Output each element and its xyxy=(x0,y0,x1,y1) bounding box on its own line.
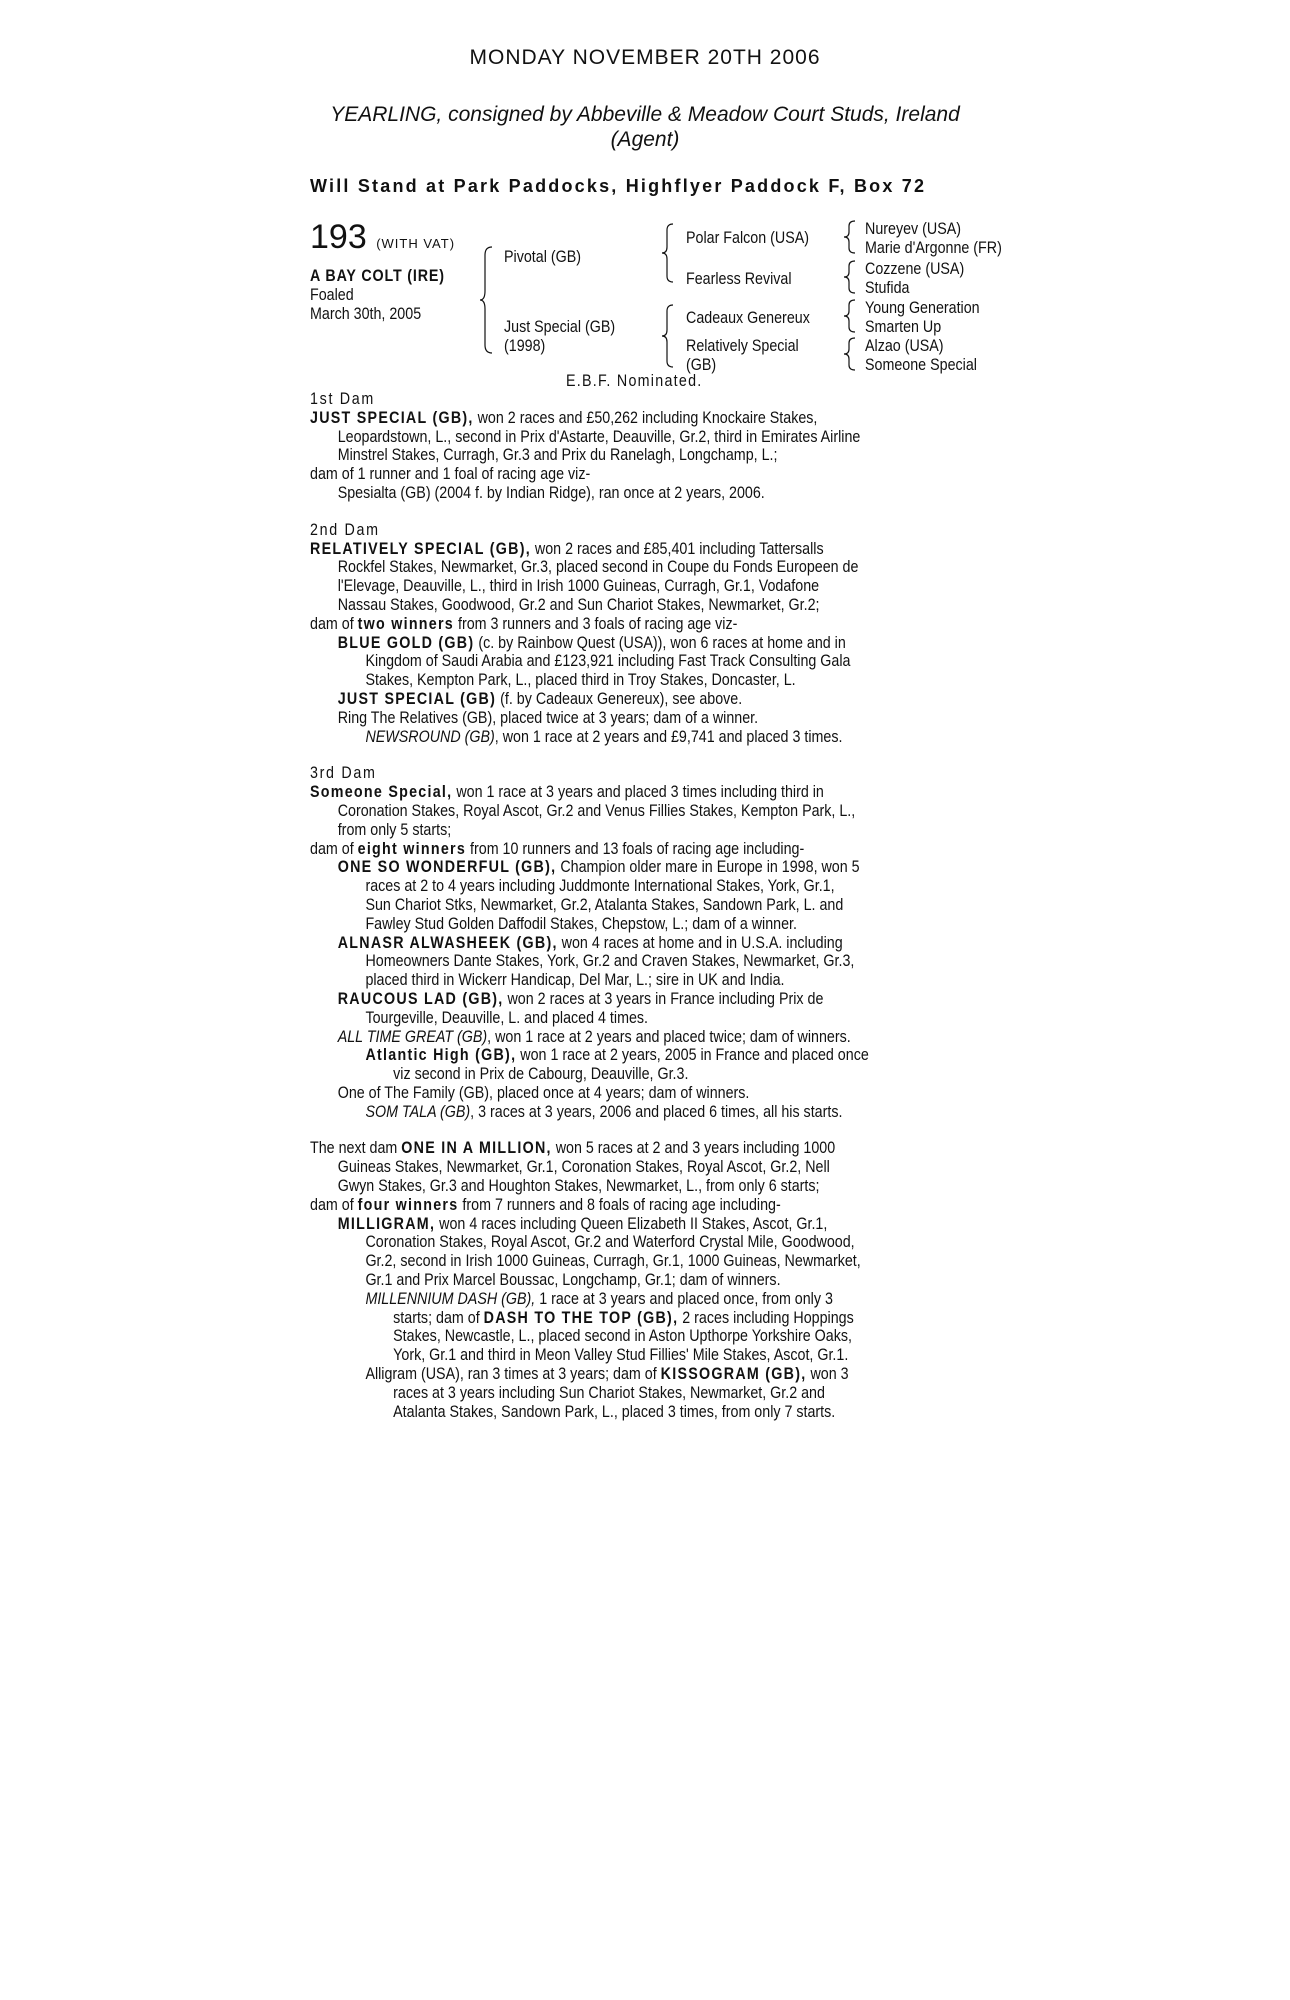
produce-text: won 2 races at 3 years in France including Prix de xyxy=(503,988,824,1008)
pedigree-gen3-d xyxy=(865,336,977,374)
pedigree-brace-main xyxy=(478,245,498,355)
pedigree-brace-sire xyxy=(660,222,678,284)
produce-name: JUST SPECIAL (GB) xyxy=(337,688,497,708)
dam4-line: York, Gr.1 and third in Meon Valley Stud Fillies' Mile Stakes, Ascot, Gr.1. xyxy=(393,1345,849,1365)
pedigree-dss: Young Generation xyxy=(865,298,980,317)
dam3-line: placed third in Wickerr Handicap, Del Mar, L.; sire in UK and India. xyxy=(365,970,785,990)
produce-text: 1 race at 3 years and placed once, from only 3 xyxy=(535,1288,833,1308)
pedigree-dam xyxy=(504,317,615,355)
pedigree-dds: Alzao (USA) xyxy=(865,336,944,355)
consignor-line-2: (Agent) xyxy=(610,128,680,151)
dam4-text: The next dam xyxy=(310,1138,402,1158)
pedigree-ddd: Someone Special xyxy=(865,355,977,374)
dam1-heading: 1st Dam xyxy=(310,389,375,408)
ebf-nominated: E.B.F. Nominated. xyxy=(566,371,703,390)
dam2-line: Kingdom of Saudi Arabia and £123,921 including Fast Track Consulting Gala xyxy=(365,651,851,671)
dam2-winners: two winners xyxy=(357,613,455,633)
dam4-text: won 5 races at 2 and 3 years including 1000 xyxy=(551,1138,836,1158)
dam4-line: Guineas Stakes, Newmarket, Gr.1, Coronation Stakes, Royal Ascot, Gr.2, Nell xyxy=(337,1157,830,1177)
produce-name: MILLENNIUM DASH (GB), xyxy=(365,1288,536,1308)
produce-text: (f. by Cadeaux Genereux), see above. xyxy=(496,688,743,708)
dam2-text: from 3 runners and 3 foals of racing age viz- xyxy=(454,613,738,633)
dam4-line: Atalanta Stakes, Sandown Park, L., placed 3 times, from only 7 starts. xyxy=(393,1401,836,1421)
pedigree-brace-dam xyxy=(660,303,678,369)
pedigree-gen3-a xyxy=(865,219,1002,257)
dam4-line xyxy=(310,1215,881,1234)
dam1-line: Leopardstown, L., second in Prix d'Astarte, Deauville, Gr.2, third in Emirates Airline xyxy=(337,426,861,446)
dam3-line xyxy=(310,783,881,802)
produce-name: RAUCOUS LAD (GB), xyxy=(337,988,504,1008)
foaled-date: March 30th, 2005 xyxy=(310,304,422,323)
consignor xyxy=(0,102,1290,152)
produce-text: , won 1 race at 2 years and £9,741 and placed 3 times. xyxy=(494,726,843,746)
dam4-name: ONE IN A MILLION, xyxy=(401,1138,552,1158)
dam4-line: Stakes, Newcastle, L., placed second in Aston Upthorpe Yorkshire Oaks, xyxy=(393,1326,852,1346)
dam4-line xyxy=(310,1365,881,1384)
pedigree-sss: Nureyev (USA) xyxy=(865,219,962,238)
consignor-line-1: YEARLING, consigned by Abbeville & Meadow Court Studs, Ireland xyxy=(330,103,960,126)
dam3-line: One of The Family (GB), placed once at 4 years; dam of winners. xyxy=(337,1082,750,1102)
dam1-line xyxy=(310,409,881,428)
dam3-line xyxy=(310,1028,881,1047)
horse-info xyxy=(310,266,445,323)
dam2-line xyxy=(310,728,881,747)
pedigree-dam-name: Just Special (GB) xyxy=(504,317,616,336)
dam1-text: won 2 races and £50,262 including Knockaire Stakes, xyxy=(473,407,818,427)
dam3-line xyxy=(310,858,881,877)
family-notes xyxy=(310,390,881,1421)
dam1-name: JUST SPECIAL (GB), xyxy=(310,407,474,427)
pedigree-dam-year: (1998) xyxy=(504,336,546,355)
produce-name: Atlantic High (GB), xyxy=(365,1045,517,1065)
produce-name: MILLIGRAM, xyxy=(337,1213,436,1233)
dam3-line xyxy=(310,990,881,1009)
dam3-line: from only 5 starts; xyxy=(337,819,452,839)
pedigree-sds: Cozzene (USA) xyxy=(865,259,965,278)
dam2-line xyxy=(310,540,881,559)
produce-text: won 4 races including Queen Elizabeth II Stakes, Ascot, Gr.1, xyxy=(435,1213,828,1233)
dam3-line: races at 2 to 4 years including Juddmonte International Stakes, York, Gr.1, xyxy=(365,876,835,896)
vat-note: (WITH VAT) xyxy=(376,236,456,251)
pedigree-brace-ss xyxy=(842,219,860,255)
dam4-line: Coronation Stakes, Royal Ascot, Gr.2 and Waterford Crystal Mile, Goodwood, xyxy=(365,1232,855,1252)
dam4-line xyxy=(310,1290,881,1309)
pedigree-sdd: Stufida xyxy=(865,278,910,297)
dam2-line xyxy=(310,615,881,634)
dam2-text: won 2 races and £85,401 including Tattersalls xyxy=(530,538,824,558)
dam4-text: dam of xyxy=(310,1194,358,1214)
dam3-winners: eight winners xyxy=(357,838,467,858)
lot-number xyxy=(310,218,455,257)
dam3-line: Tourgeville, Deauville, L. and placed 4 times. xyxy=(365,1007,649,1027)
produce-name: ALNASR ALWASHEEK (GB), xyxy=(337,932,558,952)
lot-number-value: 193 xyxy=(310,218,367,256)
produce-text: won 1 race at 2 years, 2005 in France and placed once xyxy=(516,1045,869,1065)
sale-date: MONDAY NOVEMBER 20TH 2006 xyxy=(469,46,821,69)
pedigree-sire-sire: Polar Falcon (USA) xyxy=(686,228,810,247)
produce-name: KISSOGRAM (GB), xyxy=(660,1364,807,1384)
produce-text: , 3 races at 3 years, 2006 and placed 6 times, all his starts. xyxy=(470,1101,843,1121)
foaled-label: Foaled xyxy=(310,285,354,304)
pedigree-gen3-c xyxy=(865,298,980,336)
dam2-text: dam of xyxy=(310,613,358,633)
dam4-line: races at 3 years including Sun Chariot Stakes, Newmarket, Gr.2 and xyxy=(393,1382,825,1402)
pedigree-dam-dam xyxy=(686,336,799,374)
pedigree-gen3-b xyxy=(865,259,964,297)
pedigree-dam-dam-name: Relatively Special xyxy=(686,336,799,355)
dam4-line: Gr.2, second in Irish 1000 Guineas, Curragh, Gr.1, 1000 Guineas, Newmarket, xyxy=(365,1251,861,1271)
produce-name: ALL TIME GREAT (GB) xyxy=(337,1026,488,1046)
dam1-line: Minstrel Stakes, Curragh, Gr.3 and Prix du Ranelagh, Longchamp, L.; xyxy=(337,445,778,465)
dam1-line: dam of 1 runner and 1 foal of racing age viz- xyxy=(310,464,591,484)
produce-text: won 3 xyxy=(806,1364,849,1384)
stand-location: Will Stand at Park Paddocks, Highflyer Paddock F, Box 72 xyxy=(310,176,927,196)
dam3-line: Coronation Stakes, Royal Ascot, Gr.2 and Venus Fillies Stakes, Kempton Park, L., xyxy=(337,800,856,820)
dam4-line: Gr.1 and Prix Marcel Boussac, Longchamp, Gr.1; dam of winners. xyxy=(365,1270,781,1290)
dam3-line xyxy=(310,840,881,859)
pedigree-dsd: Smarten Up xyxy=(865,317,942,336)
dam3-line: viz second in Prix de Cabourg, Deauville, Gr.3. xyxy=(393,1064,689,1084)
pedigree-dam-sire: Cadeaux Genereux xyxy=(686,308,810,327)
produce-text: Alligram (USA), ran 3 times at 3 years; dam of xyxy=(365,1364,661,1384)
dam3-name: Someone Special, xyxy=(310,782,453,802)
pedigree-brace-sd xyxy=(842,259,860,295)
pedigree-sire-dam: Fearless Revival xyxy=(686,269,792,288)
dam4-line xyxy=(310,1309,881,1328)
produce-text: starts; dam of xyxy=(393,1307,484,1327)
dam4-line: Gwyn Stakes, Gr.3 and Houghton Stakes, Newmarket, L., from only 6 starts; xyxy=(337,1176,820,1196)
dam3-text: dam of xyxy=(310,838,358,858)
dam1-line: Spesialta (GB) (2004 f. by Indian Ridge), ran once at 2 years, 2006. xyxy=(337,482,765,502)
produce-name: BLUE GOLD (GB) xyxy=(337,632,475,652)
pedigree-brace-dd xyxy=(842,336,860,372)
produce-name: SOM TALA (GB) xyxy=(365,1101,471,1121)
pedigree-brace-ds xyxy=(842,298,860,334)
dam4-line xyxy=(310,1196,881,1215)
dam2-line: Stakes, Kempton Park, L., placed third in Troy Stakes, Doncaster, L. xyxy=(365,670,796,690)
pedigree-sire: Pivotal (GB) xyxy=(504,247,581,266)
dam3-line xyxy=(310,934,881,953)
dam3-line: Sun Chariot Stks, Newmarket, Gr.2, Atalanta Stakes, Sandown Park, L. and xyxy=(365,894,844,914)
produce-text: Champion older mare in Europe in 1998, won 5 xyxy=(556,857,860,877)
produce-text: , won 1 race at 2 years and placed twice; dam of winners. xyxy=(487,1026,851,1046)
dam3-heading: 3rd Dam xyxy=(310,763,377,783)
dam3-text: won 1 race at 3 years and placed 3 times including third in xyxy=(452,782,824,802)
pedigree-ssd: Marie d'Argonne (FR) xyxy=(865,238,1002,257)
dam2-line: Rockfel Stakes, Newmarket, Gr.3, placed second in Coupe du Fonds Europeen de xyxy=(337,557,859,577)
dam3-line xyxy=(310,1103,881,1122)
produce-text: (c. by Rainbow Quest (USA)), won 6 races at home and in xyxy=(474,632,846,652)
dam2-line xyxy=(310,634,881,653)
produce-text: won 4 races at home and in U.S.A. including xyxy=(557,932,843,952)
dam4-winners: four winners xyxy=(357,1194,459,1214)
produce-name: ONE SO WONDERFUL (GB), xyxy=(337,857,557,877)
dam2-heading: 2nd Dam xyxy=(310,519,380,539)
dam2-line: Nassau Stakes, Goodwood, Gr.2 and Sun Chariot Stakes, Newmarket, Gr.2; xyxy=(337,594,820,614)
dam2-line xyxy=(310,690,881,709)
dam2-name: RELATIVELY SPECIAL (GB), xyxy=(310,538,531,558)
horse-name: A BAY COLT (IRE) xyxy=(310,266,445,285)
dam3-text: from 10 runners and 13 foals of racing age including- xyxy=(466,838,805,858)
produce-name: DASH TO THE TOP (GB), xyxy=(483,1307,679,1327)
dam3-line xyxy=(310,1046,881,1065)
pedigree-dam-dam-origin: (GB) xyxy=(686,355,717,374)
dam3-line: Fawley Stud Golden Daffodil Stakes, Chepstow, L.; dam of a winner. xyxy=(365,913,797,933)
produce-text: 2 races including Hoppings xyxy=(678,1307,854,1327)
dam4-line xyxy=(310,1139,881,1158)
dam2-line: Ring The Relatives (GB), placed twice at 3 years; dam of a winner. xyxy=(337,707,759,727)
dam3-line: Homeowners Dante Stakes, York, Gr.2 and Craven Stakes, Newmarket, Gr.3, xyxy=(365,951,855,971)
dam2-line: l'Elevage, Deauville, L., third in Irish 1000 Guineas, Curragh, Gr.1, Vodafone xyxy=(337,576,820,596)
produce-name: NEWSROUND (GB) xyxy=(365,726,495,746)
dam4-text: from 7 runners and 8 foals of racing age including- xyxy=(458,1194,781,1214)
